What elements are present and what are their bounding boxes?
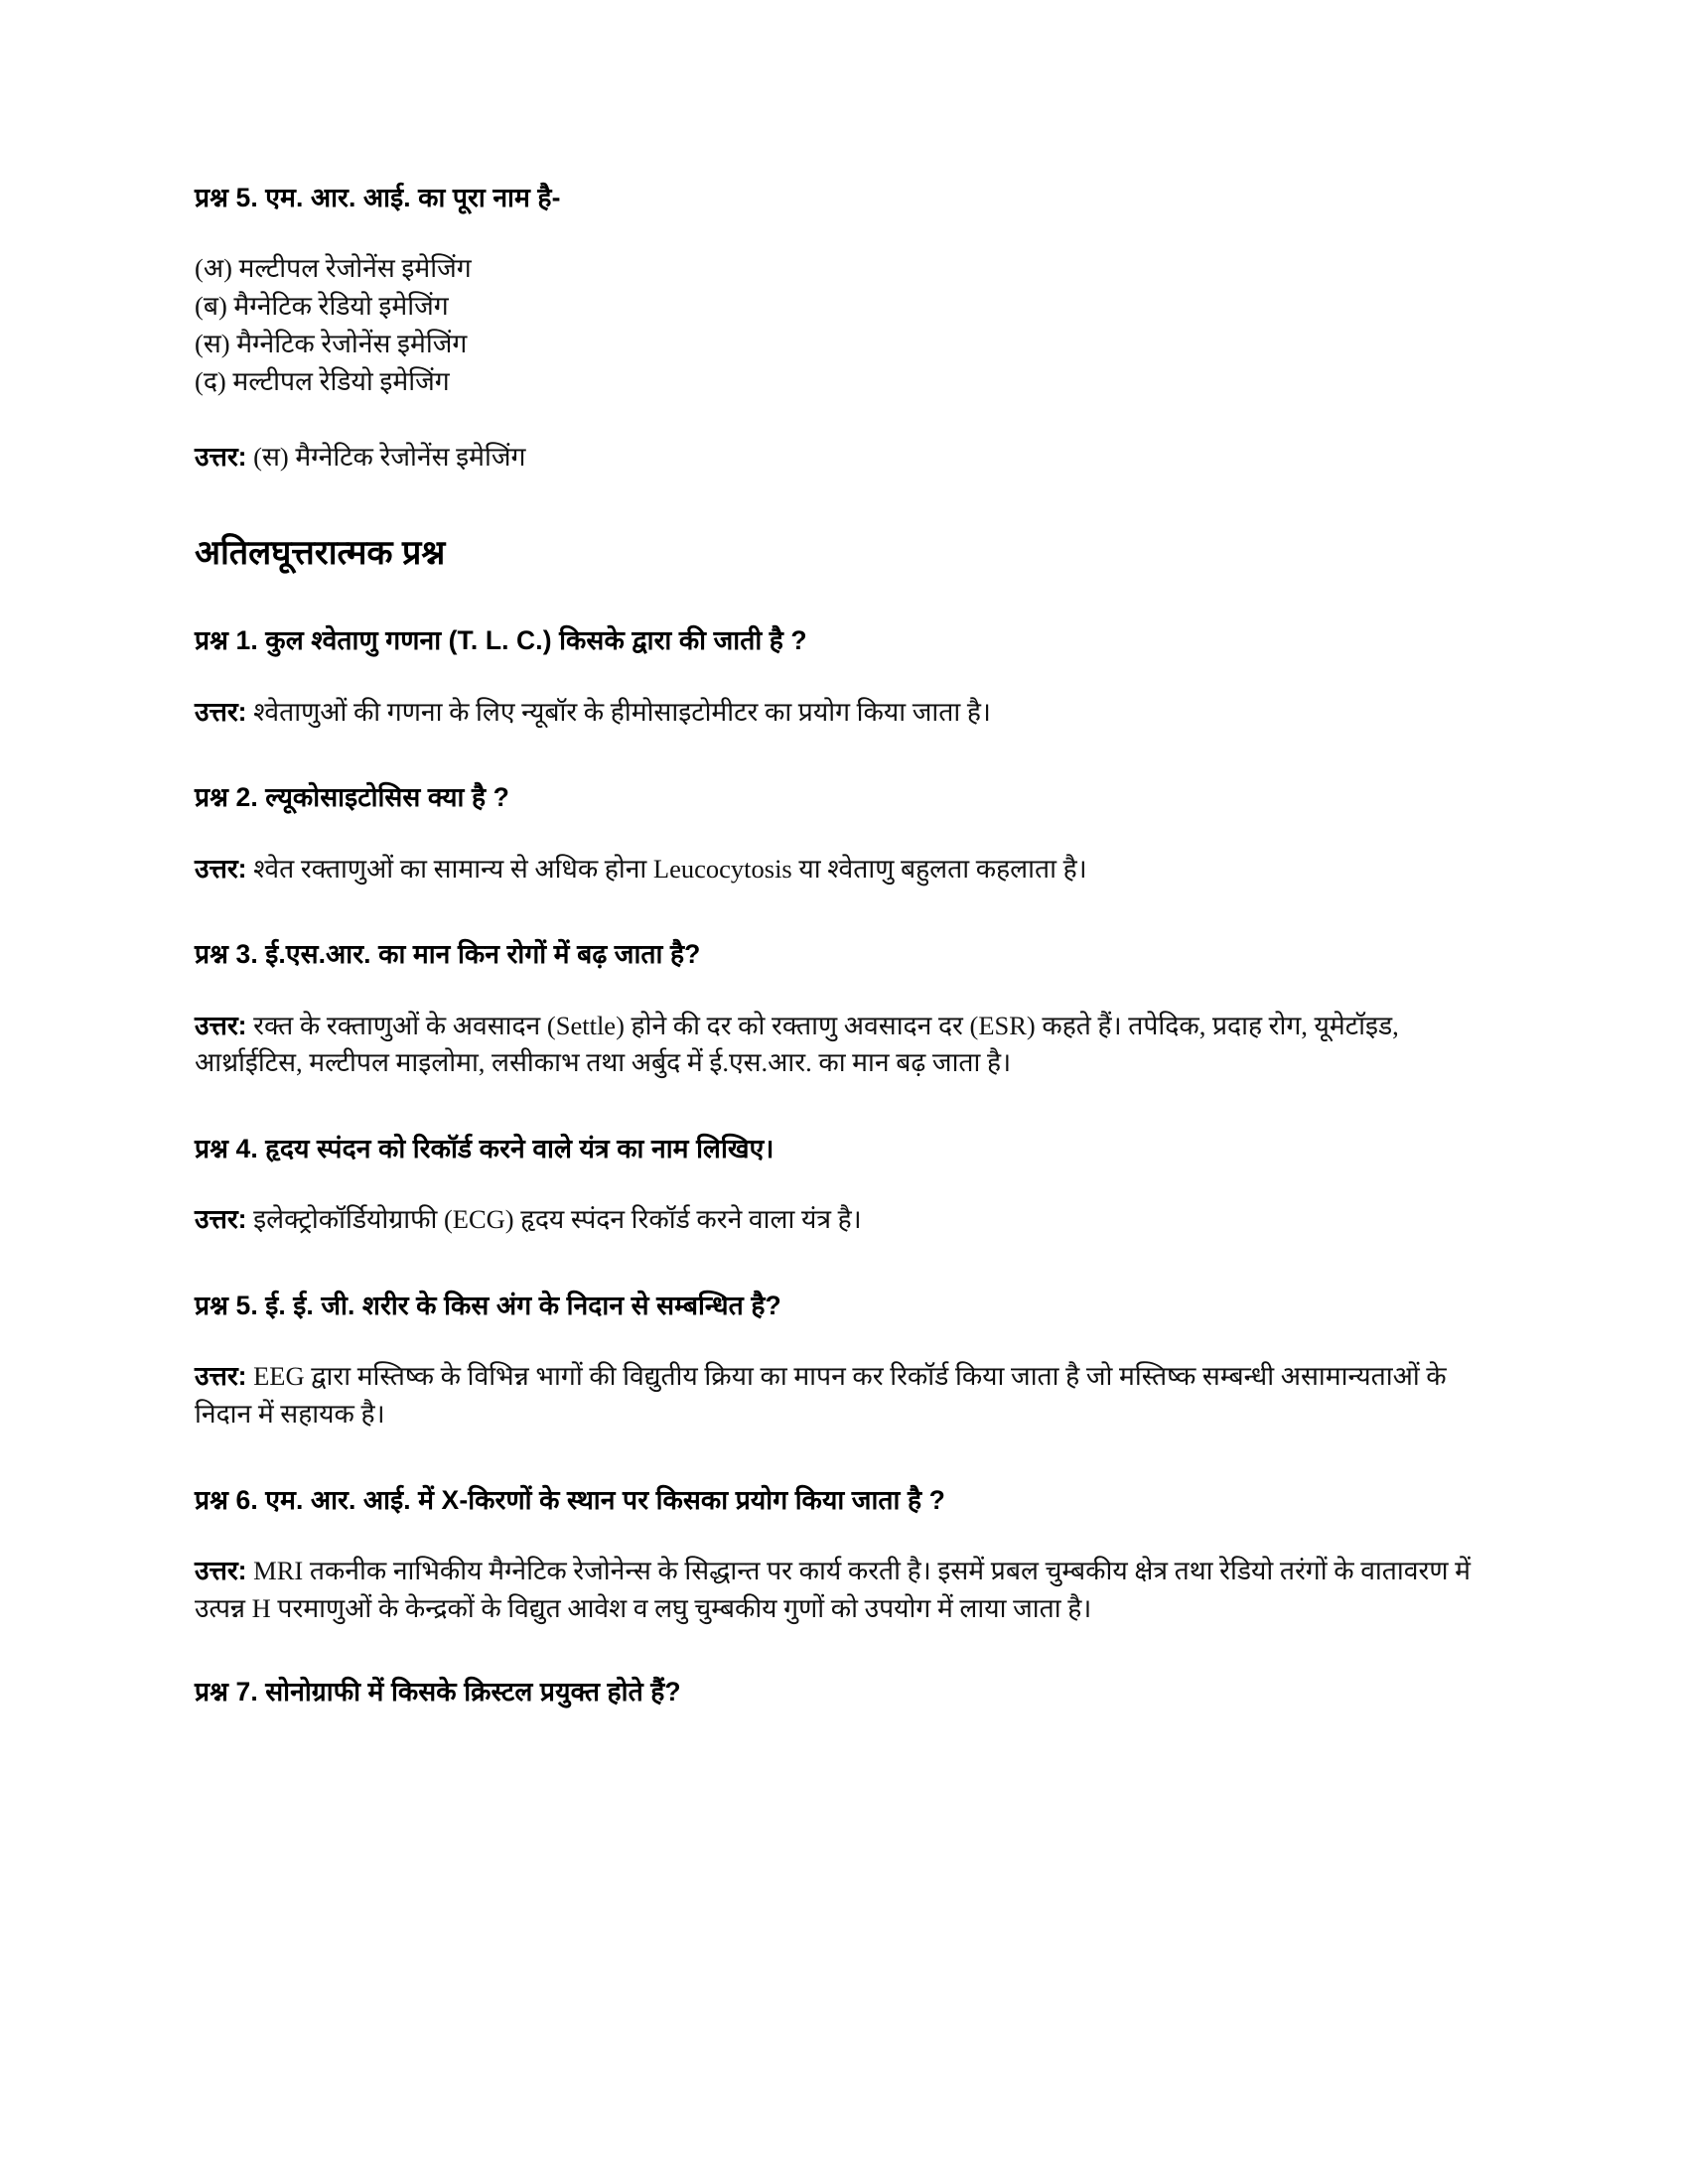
answer-label: उत्तर: (195, 1361, 247, 1392)
answer-label: उत्तर: (195, 442, 247, 472)
mcq-option-d: (द) मल्टीपल रेडियो इमेजिंग (195, 366, 450, 397)
mcq-option-list (195, 250, 1485, 401)
answer-label: उत्तर: (195, 696, 247, 727)
mcq-option-b: (ब) मैग्नेटिक रेडियो इमेजिंग (195, 291, 449, 322)
answer-label: उत्तर: (195, 1010, 247, 1040)
question-heading-3: प्रश्न 3. ई.एस.आर. का मान किन रोगों में बढ़ जाता है? (195, 939, 701, 970)
question-heading-4: प्रश्न 4. हृदय स्पंदन को रिकॉर्ड करने वाले यंत्र का नाम लिखिए। (195, 1133, 774, 1163)
answer-block-4 (195, 1201, 1485, 1239)
answer-block-3 (195, 1008, 1485, 1082)
answer-text: MRI तकनीक नाभिकीय मैग्नेटिक रेजोनेन्स के सिद्धान्त पर कार्य करती है। इसमें प्रबल चुम्बकीय क्षेत्र तथा रेडियो तरंगों के वातावरण में उत्पन्न H परमाणुओं के केन्द्रकों के विद्युत आवेश व लघु चुम्बकीय गुणों को उपयोग में लाया जाता है। (195, 1556, 1471, 1623)
question-heading-7: प्रश्न 7. सोनोग्राफी में किसके क्रिस्टल प्रयुक्त होते हैं? (195, 1677, 681, 1707)
answer-text: श्वेताणुओं की गणना के लिए न्यूबॉर के हीमोसाइटोमीटर का प्रयोग किया जाता है। (246, 696, 991, 727)
answer-label: उत्तर: (195, 1556, 247, 1586)
answer-text: (स) मैग्नेटिक रेजोनेंस इमेजिंग (246, 442, 526, 472)
answer-label: उत्तर: (195, 1204, 247, 1235)
mcq-question-heading: प्रश्न 5. एम. आर. आई. का पूरा नाम है- (195, 183, 561, 212)
answer-text: रक्त के रक्ताणुओं के अवसादन (Settle) होने की दर को रक्ताणु अवसादन दर (ESR) कहते हैं। तपेदिक, प्रदाह रोग, यूमेटॉइड, आर्थ्राईटिस, मल्टीपल माइलोमा, लसीकाभ तथा अर्बुद में ई.एस.आर. का मान बढ़ जाता है। (195, 1010, 1399, 1078)
answer-block-2 (195, 851, 1485, 888)
question-heading-5: प्रश्न 5. ई. ई. जी. शरीर के किस अंग के निदान से सम्बन्धित है? (195, 1291, 781, 1320)
answer-block-6 (195, 1553, 1485, 1627)
mcq-option-a: (अ) मल्टीपल रेजोनेंस इमेजिंग (195, 253, 472, 284)
section-title: अतिलघूत्तरात्मक प्रश्न (195, 533, 446, 572)
answer-text: EEG द्वारा मस्तिष्क के विभिन्न भागों की विद्युतीय क्रिया का मापन कर रिकॉर्ड किया जाता है जो मस्तिष्क सम्बन्धी असामान्यताओं के निदान में सहायक है। (195, 1361, 1447, 1430)
question-heading-6: प्रश्न 6. एम. आर. आई. में X-किरणों के स्थान पर किसका प्रयोग किया जाता है ? (195, 1484, 945, 1515)
mcq-answer-line (195, 439, 1485, 477)
question-heading-2: प्रश्न 2. ल्यूकोसाइटोसिस क्या है ? (195, 782, 509, 813)
document-content (195, 181, 1485, 1709)
answer-text: श्वेत रक्ताणुओं का सामान्य से अधिक होना Leucocytosis या श्वेताणु बहुलता कहलाता है। (246, 853, 1087, 884)
answer-label: उत्तर: (195, 853, 247, 884)
mcq-option-c: (स) मैग्नेटिक रेजोनेंस इमेजिंग (195, 329, 468, 359)
answer-block-1 (195, 694, 1485, 732)
answer-block-5 (195, 1358, 1485, 1433)
answer-text: इलेक्ट्रोकॉर्डियोग्राफी (ECG) हृदय स्पंदन रिकॉर्ड करने वाला यंत्र है। (246, 1204, 862, 1235)
question-heading-1: प्रश्न 1. कुल श्वेताणु गणना (T. L. C.) किसके द्वारा की जाती है ? (195, 625, 807, 656)
